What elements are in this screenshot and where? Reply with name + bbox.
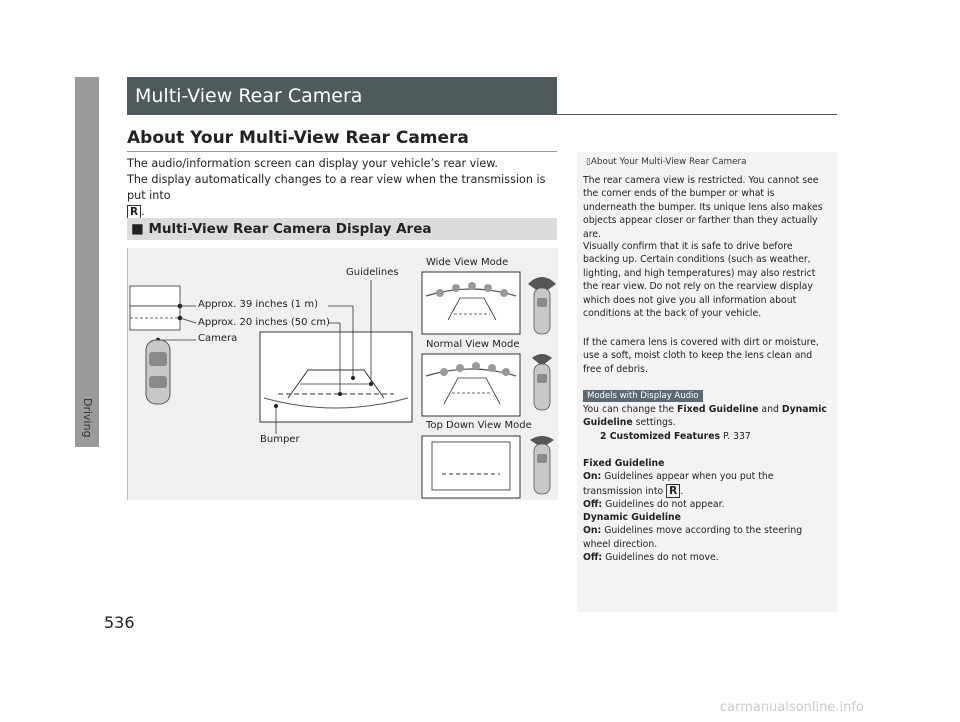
wide-view-display xyxy=(422,272,520,334)
fixed-on-label: On: xyxy=(583,471,602,483)
page-title: Multi-View Rear Camera xyxy=(127,77,557,115)
sidebar-paragraph-4 xyxy=(583,403,827,430)
xref-arrow-icon: 2 xyxy=(600,431,610,442)
fixed-on-period: . xyxy=(680,485,684,497)
car-wide-icon xyxy=(528,277,556,334)
side-label: Driving xyxy=(81,398,94,438)
car-topdown-icon xyxy=(530,436,554,494)
intro-line-2: The display automatically changes to a rear view when the transmission is put into xyxy=(127,173,546,202)
dynamic-guideline-heading: Dynamic Guideline xyxy=(583,512,681,523)
sidebar-paragraph-1: The rear camera view is restricted. You cannot see the corner ends of the bumper or what is underneath the bumper. Its unique lens also makes objects appear closer or farther than they actually are. xyxy=(583,175,823,240)
label-camera: Camera xyxy=(198,333,238,344)
fixed-on-text: Guidelines appear when you put the transmission into xyxy=(583,471,774,497)
label-bumper: Bumper xyxy=(260,434,300,445)
label-wide-view: Wide View Mode xyxy=(426,257,509,268)
sidebar-badge-row xyxy=(583,389,827,402)
sidebar-xref[interactable] xyxy=(600,430,844,443)
p4-a: You can change the xyxy=(583,404,678,415)
section-rule xyxy=(127,151,557,152)
sidebar-paragraph-2: Visually confirm that it is safe to drive before backing up. Certain conditions (such as weather, lighting, and high temperatures) may also restrict the rear view. Do not rely on the rearview display which does not give you all information about conditions at the back of your vehicle. xyxy=(583,241,816,320)
label-approx-1m: Approx. 39 inches (1 m) xyxy=(198,299,318,310)
dynamic-off-label: Off: xyxy=(583,552,603,564)
dynamic-on-label: On: xyxy=(583,525,602,537)
p4-e: settings. xyxy=(632,417,676,429)
car-normal-icon xyxy=(532,354,552,410)
sidebar-dynamic-guideline xyxy=(583,511,827,565)
intro-end: . xyxy=(141,205,145,218)
dynamic-on-text: Guidelines move according to the steering wheel direction. xyxy=(583,525,803,550)
label-top-down-view: Top Down View Mode xyxy=(426,420,532,431)
sidebar-ref-heading-text: About Your Multi-View Rear Camera xyxy=(590,157,747,167)
fixed-off-text: Guidelines do not appear. xyxy=(602,499,725,511)
dynamic-off-text: Guidelines do not move. xyxy=(602,552,719,564)
reverse-gear-symbol: R xyxy=(127,205,141,219)
page-number: 536 xyxy=(104,613,135,632)
label-normal-view: Normal View Mode xyxy=(426,339,520,350)
sidebar-ref-heading: ▯About Your Multi-View Rear Camera xyxy=(586,157,747,167)
subsection-title: ■ Multi-View Rear Camera Display Area xyxy=(127,218,557,240)
models-badge: Models with Display Audio xyxy=(583,390,703,402)
car-left-icon xyxy=(146,340,170,404)
fixed-off-label: Off: xyxy=(583,499,603,511)
zone-1m xyxy=(130,286,180,306)
p4-fixed-guideline: Fixed Guideline xyxy=(677,404,759,415)
intro-text xyxy=(127,156,557,220)
label-approx-50cm: Approx. 20 inches (50 cm) xyxy=(198,317,330,328)
sidebar-paragraph-3: If the camera lens is covered with dirt or moisture, use a soft, moist cloth to keep the lens clean and free of debris. xyxy=(583,337,819,375)
figure-illustration xyxy=(128,248,558,500)
normal-view-display xyxy=(422,354,520,416)
watermark: carmanualsonline.info xyxy=(720,700,864,715)
sidebar-fixed-guideline xyxy=(583,457,827,512)
title-rule xyxy=(557,114,837,115)
subsection-title-text: Multi-View Rear Camera Display Area xyxy=(148,221,432,237)
p4-c: and xyxy=(758,404,782,415)
p4-dynamic-guideline: Dynamic Guideline xyxy=(583,404,827,429)
section-title: About Your Multi-View Rear Camera xyxy=(127,128,469,148)
top-down-view-display xyxy=(422,436,520,498)
reverse-gear-symbol-sidebar: R xyxy=(666,484,680,498)
xref-title[interactable]: Customized Features xyxy=(609,431,721,442)
fixed-guideline-heading: Fixed Guideline xyxy=(583,458,665,469)
label-guidelines: Guidelines xyxy=(346,267,399,278)
xref-page[interactable]: P. 337 xyxy=(723,431,751,442)
side-tab xyxy=(75,77,99,387)
display-area-figure xyxy=(127,248,558,500)
intro-line-1: The audio/information screen can display your vehicle’s rear view. xyxy=(127,157,498,170)
